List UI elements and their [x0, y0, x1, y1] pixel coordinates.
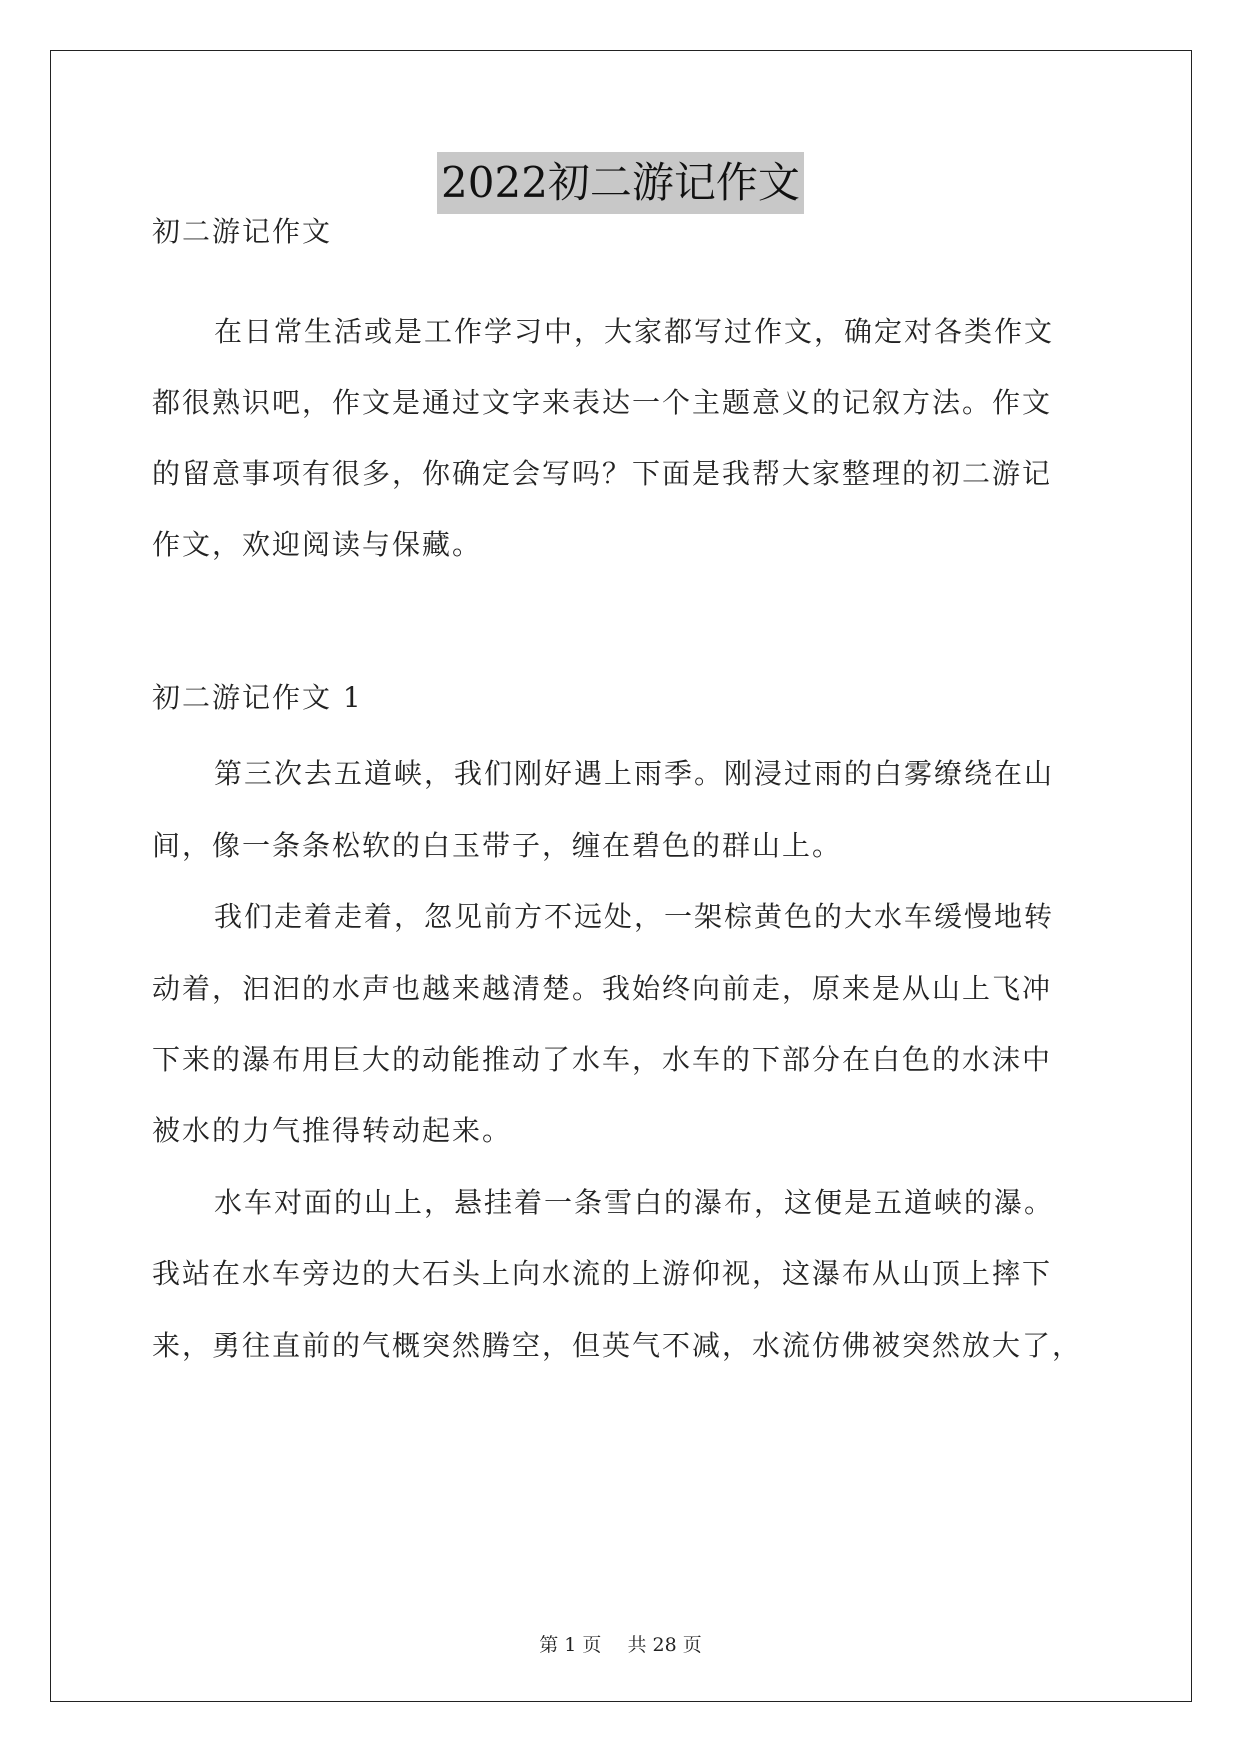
page-total: 共 28 页: [627, 1634, 702, 1656]
paragraph-line: 的留意事项有很多，你确定会写吗？下面是我帮大家整理的初二游记: [152, 457, 1053, 490]
paragraph-line: 被水的力气推得转动起来。: [152, 1114, 513, 1147]
page-border: [50, 50, 1192, 1702]
page-number: 第 1 页: [539, 1634, 602, 1656]
paragraph-line: 作文，欢迎阅读与保藏。: [152, 528, 483, 561]
paragraph-line: 来，勇往直前的气概突然腾空，但英气不减，水流仿佛被突然放大了，: [152, 1329, 1083, 1362]
paragraph-line: 间，像一条条松软的白玉带子，缠在碧色的群山上。: [152, 829, 843, 862]
page-footer: [0, 1630, 1241, 1657]
document-title: 2022初二游记作文: [437, 152, 804, 214]
paragraph-line: 我站在水车旁边的大石头上向水流的上游仰视，这瀑布从山顶上摔下: [152, 1257, 1053, 1290]
paragraph-line: 都很熟识吧，作文是通过文字来表达一个主题意义的记叙方法。作文: [152, 386, 1053, 419]
paragraph-line: 下来的瀑布用巨大的动能推动了水车，水车的下部分在白色的水沫中: [152, 1043, 1053, 1076]
paragraph-line: 我们走着走着，忽见前方不远处，一架棕黄色的大水车缓慢地转: [214, 900, 1055, 933]
paragraph-line: 在日常生活或是工作学习中，大家都写过作文，确定对各类作文: [214, 315, 1055, 348]
paragraph-line: 第三次去五道峡，我们刚好遇上雨季。刚浸过雨的白雾缭绕在山: [214, 757, 1055, 790]
paragraph-line: 动着，汩汩的水声也越来越清楚。我始终向前走，原来是从山上飞冲: [152, 972, 1053, 1005]
title-container: [0, 152, 1241, 214]
subtitle: 初二游记作文: [152, 215, 333, 248]
paragraph-line: 水车对面的山上，悬挂着一条雪白的瀑布，这便是五道峡的瀑。: [214, 1186, 1055, 1219]
section-heading: 初二游记作文 1: [152, 681, 363, 714]
